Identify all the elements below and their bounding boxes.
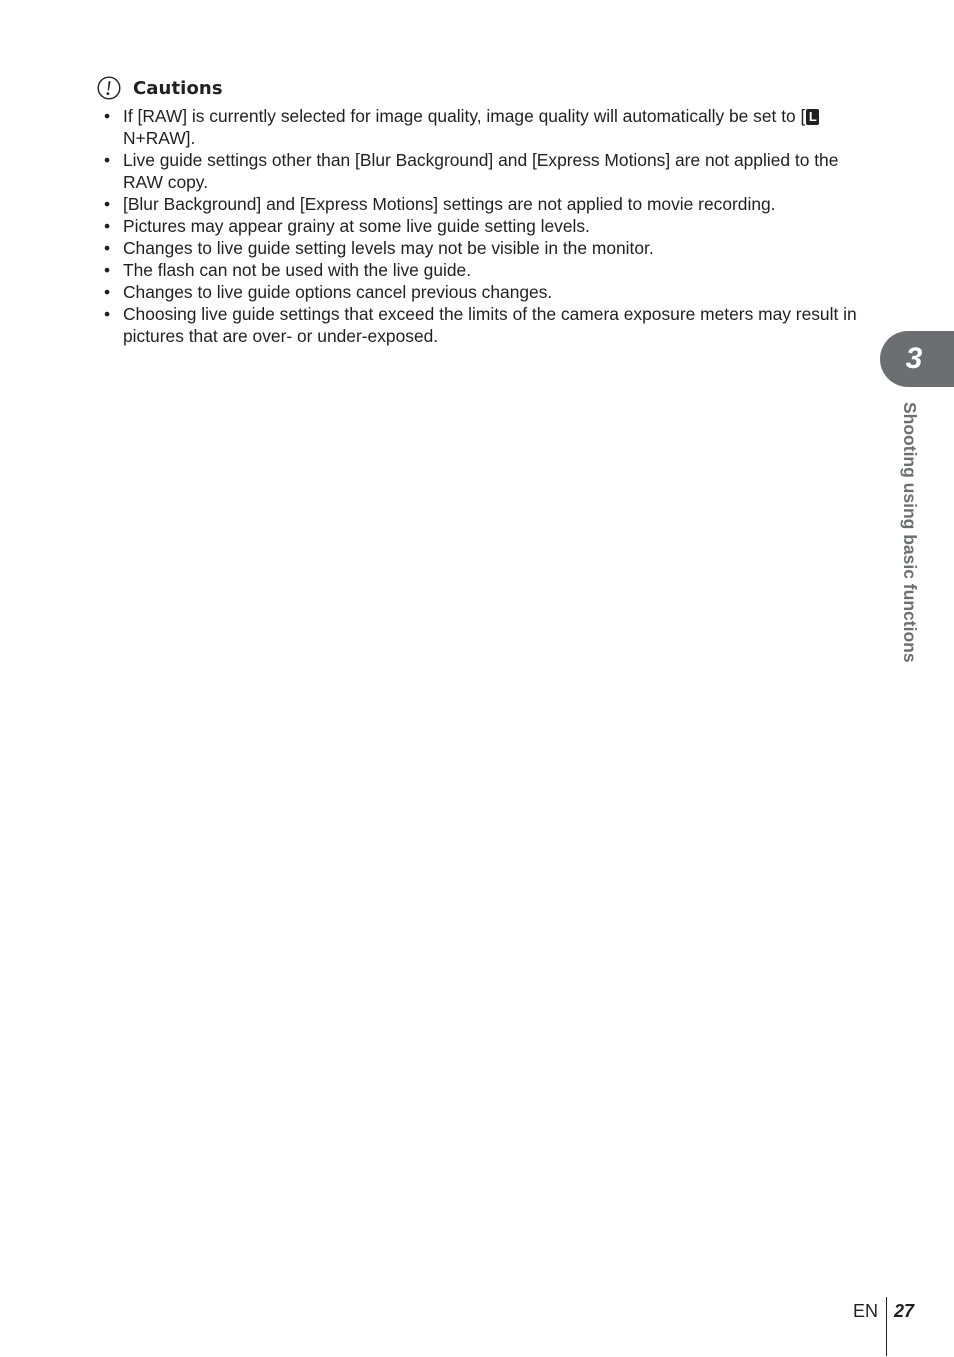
list-item-text: Changes to live guide setting levels may not be visible in the monitor. — [123, 238, 654, 258]
bullet: • — [104, 238, 111, 258]
page-number: 27 — [894, 1301, 915, 1321]
chapter-title-wrap — [893, 402, 923, 722]
footer-divider — [886, 1297, 887, 1356]
cautions-header — [97, 75, 867, 101]
image-quality-large-icon: L — [806, 109, 819, 125]
list-item — [97, 105, 867, 149]
list-item-text: [Blur Background] and [Express Motions] settings are not applied to movie recording. — [123, 194, 776, 214]
cautions-title: Cautions — [133, 77, 223, 99]
bullet: • — [104, 282, 111, 302]
chapter-number: 3 — [905, 342, 923, 375]
list-item — [97, 281, 867, 303]
list-item-text: N+RAW]. — [123, 128, 196, 148]
list-item-text: If [RAW] is currently selected for image quality, image quality will automatically be set to [ — [123, 106, 806, 126]
bullet: • — [104, 106, 111, 126]
list-item — [97, 237, 867, 259]
list-item — [97, 215, 867, 237]
bullet: • — [104, 216, 111, 236]
list-item — [97, 303, 867, 347]
list-item — [97, 193, 867, 215]
bullet: • — [104, 304, 111, 324]
footer-language: EN — [853, 1301, 879, 1321]
list-item — [97, 149, 867, 193]
list-item-text: Pictures may appear grainy at some live guide setting levels. — [123, 216, 590, 236]
list-item-text: Changes to live guide options cancel previous changes. — [123, 282, 553, 302]
bullet: • — [104, 194, 111, 214]
chapter-title: Shooting using basic functions — [900, 402, 920, 663]
list-item-text: Live guide settings other than [Blur Background] and [Express Motions] are not applied to the RAW copy. — [123, 150, 839, 192]
cautions-section — [97, 75, 867, 347]
bullet: • — [104, 150, 111, 170]
list-item — [97, 259, 867, 281]
list-item-text: The flash can not be used with the live guide. — [123, 260, 472, 280]
exclamation-circle-icon — [97, 76, 121, 100]
bullet: • — [104, 260, 111, 280]
list-item-text: Choosing live guide settings that exceed the limits of the camera exposure meters may result in pictures that are over- or under-exposed. — [123, 304, 857, 346]
cautions-list — [97, 105, 867, 347]
chapter-tab — [880, 331, 954, 387]
